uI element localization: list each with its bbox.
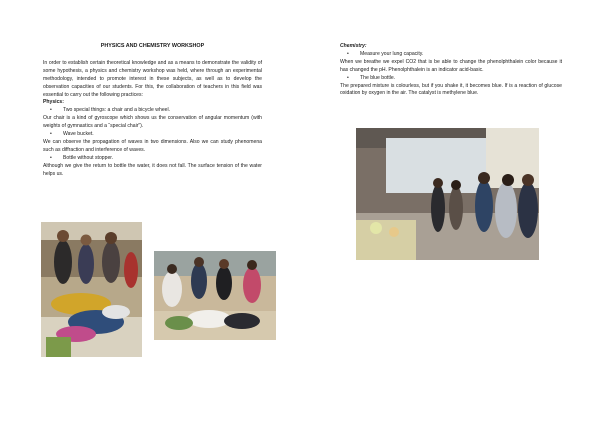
physics-text-bottle: Although we give the return to bottle the water, it does not fall. The surface tension of the water helps us. [43, 162, 262, 177]
photo-students-floor [41, 222, 142, 357]
photo-chemistry-lab [356, 128, 539, 260]
physics-bullet-chair-wheel: • Two special things: a chair and a bicycle wheel. [43, 107, 262, 115]
chemistry-heading: Chemistry: [340, 43, 367, 49]
document-title: PHYSICS AND CHEMISTRY WORKSHOP [100, 43, 205, 49]
physics-bullet-bottle: • Bottle without stopper. [43, 155, 262, 163]
chemistry-bullet-blue-bottle: • The blue bottle. [340, 75, 562, 83]
photo-students-sitting [154, 251, 276, 340]
physics-text-chair-wheel: Our chair is a kind of gyroscope which shows us the conservation of angular momentum (with weights of gymnastics and a “special chair”). [43, 115, 262, 130]
chemistry-text-lung: When we breathe we expel CO2 that is be able to change the phenolphthalein color because it has changed the pH. Phenolphthalein is an indicator acid-basic. [340, 58, 562, 73]
left-column [43, 43, 262, 179]
physics-heading: Physics: [43, 99, 64, 106]
physics-text-wave-bucket: We can observe the propagation of waves in two dimensions. Also we can study phenomena such as diffraction and interference of waves. [43, 138, 262, 153]
intro-paragraph: In order to establish certain theoretical knowledge and as a means to demonstrate the validity of some hypothesis, a physics and chemistry workshop was held, where through an experimental methodology, intended to promote interest in these subjects, as well as to develop the observation capacities of our students. For this, the collaboration of teachers in this field was essential to carry out the following practices: [43, 59, 262, 98]
physics-bullet-wave-bucket: • Wave bucket. [43, 131, 262, 139]
chemistry-text-blue-bottle: The prepared mixture is colourless, but if you shake it, it becomes blue. If is a reaction of glucose oxidation by oxygen in the air. The catalyst is methylene blue. [340, 82, 562, 97]
chemistry-bullet-lung: • Measure your lung capacity. [340, 51, 562, 59]
right-column [340, 43, 562, 98]
